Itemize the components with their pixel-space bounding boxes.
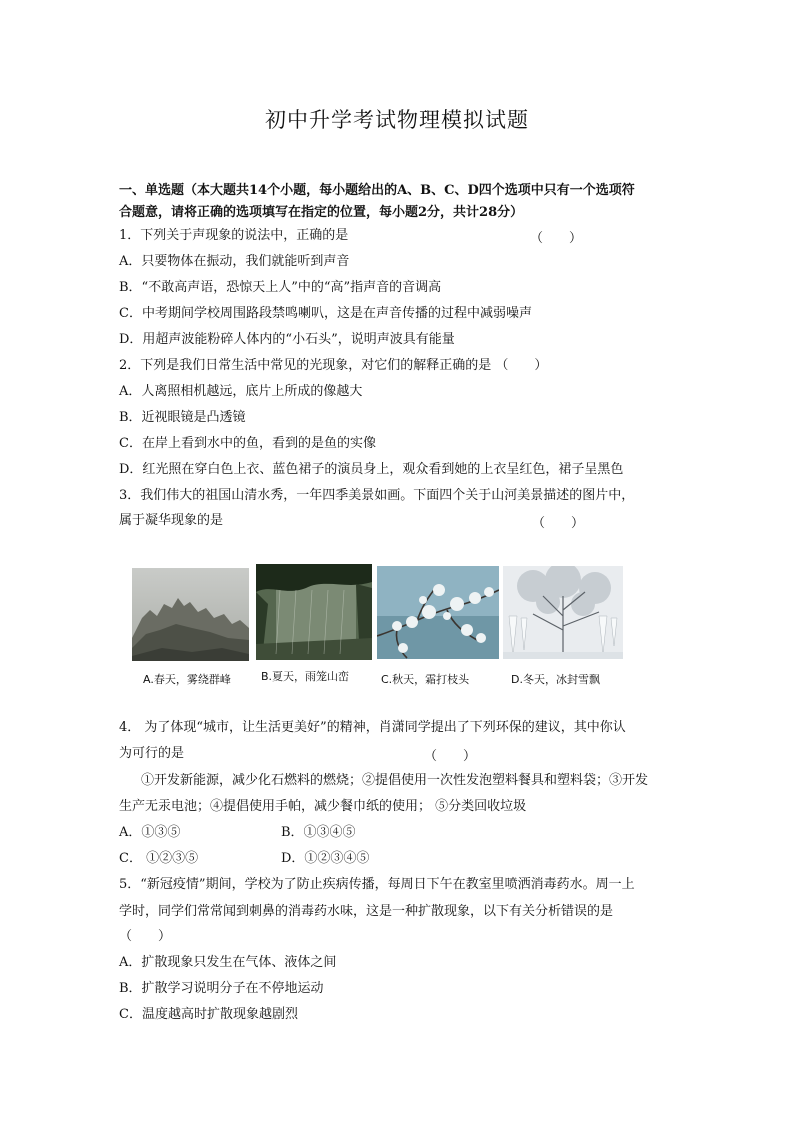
q4-stem: 4． 为了体现“城市，让生活更美好”的精神，肖潇同学提出了下列环保的建议，其中你认 — [119, 720, 626, 735]
q3-stem: 3．我们伟大的祖国山清水秀，一年四季美景如画。下面四个关于山河美景描述的图片中， — [119, 488, 635, 503]
photo-caption-b: B.夏天，雨笼山峦 — [261, 670, 350, 683]
section-heading: 一、单选题（本大题共14个小题，每小题给出的A、B、C、D四个选项中只有一个选项符 — [119, 183, 635, 198]
q1-stem: 1．下列关于声现象的说法中，正确的是 — [119, 228, 349, 243]
q4-items-cont: 生产无汞电池；④提倡使用手帕，减少餐巾纸的使用； ⑤分类回收垃圾 — [119, 799, 527, 814]
q4-option-b: B．①③④⑤ — [281, 825, 356, 840]
q5-answer-paren: （ ） — [119, 929, 172, 944]
q3-answer-paren: （ ） — [532, 516, 585, 531]
section-heading-cont: 合题意，请将正确的选项填写在指定的位置，每小题2分，共计28分） — [119, 205, 524, 220]
q5-stem: 5．“新冠疫情”期间，学校为了防止疾病传播，每周日下午在教室里喷洒消毒药水。周一上 — [119, 877, 635, 892]
q4-items: ①开发新能源，减少化石燃料的燃烧；②提倡使用一次性发泡塑料餐具和塑料袋；③开发 — [141, 773, 649, 788]
q5-option-b: B．扩散学习说明分子在不停地运动 — [119, 981, 324, 996]
q2-option-d: D．红光照在穿白色上衣、蓝色裙子的演员身上，观众看到她的上衣呈红色，裙子呈黑色 — [119, 462, 624, 477]
q4-option-a: A．①③⑤ — [119, 825, 181, 840]
q1-option-b: B．“不敢高声语，恐惊天上人”中的“高”指声音的音调高 — [119, 280, 442, 295]
photo-caption-c: C.秋天，霜打枝头 — [381, 673, 470, 686]
q1-answer-paren: （ ） — [530, 231, 583, 246]
q3-stem-cont: 属于凝华现象的是 — [119, 513, 224, 528]
photo-autumn-frost-branches — [377, 566, 499, 659]
photo-winter-ice-snow — [503, 566, 623, 659]
q2-option-a: A．人离照相机越远，底片上所成的像越大 — [119, 384, 363, 399]
q5-option-a: A．扩散现象只发生在气体、液体之间 — [119, 955, 337, 970]
q2-option-c: C．在岸上看到水中的鱼，看到的是鱼的实像 — [119, 436, 376, 451]
q5-option-c: C．温度越高时扩散现象越剧烈 — [119, 1007, 298, 1022]
q4-stem-cont: 为可行的是 — [119, 746, 185, 761]
photo-spring-misty-peaks — [132, 568, 249, 661]
q1-option-a: A．只要物体在振动，我们就能听到声音 — [119, 254, 350, 269]
q4-option-c: C． ①②③⑤ — [119, 851, 199, 866]
q4-option-d: D．①②③④⑤ — [281, 851, 370, 866]
q2-stem: 2．下列是我们日常生活中常见的光现象，对它们的解释正确的是 （ ） — [119, 358, 548, 373]
q4-answer-paren: （ ） — [424, 749, 477, 764]
photo-caption-a: A.春天，雾绕群峰 — [143, 673, 231, 686]
photo-summer-rain-mountains — [256, 564, 372, 660]
photo-caption-d: D.冬天，冰封雪飘 — [511, 673, 600, 686]
page-title: 初中升学考试物理模拟试题 — [265, 108, 529, 132]
q5-stem-cont: 学时，同学们常常闻到刺鼻的消毒药水味，这是一种扩散现象，以下有关分析错误的是 — [119, 904, 614, 919]
q1-option-c: C．中考期间学校周围路段禁鸣喇叭，这是在声音传播的过程中减弱噪声 — [119, 306, 532, 321]
q1-option-d: D．用超声波能粉碎人体内的“小石头”，说明声波具有能量 — [119, 332, 455, 347]
q2-option-b: B．近视眼镜是凸透镜 — [119, 410, 246, 425]
